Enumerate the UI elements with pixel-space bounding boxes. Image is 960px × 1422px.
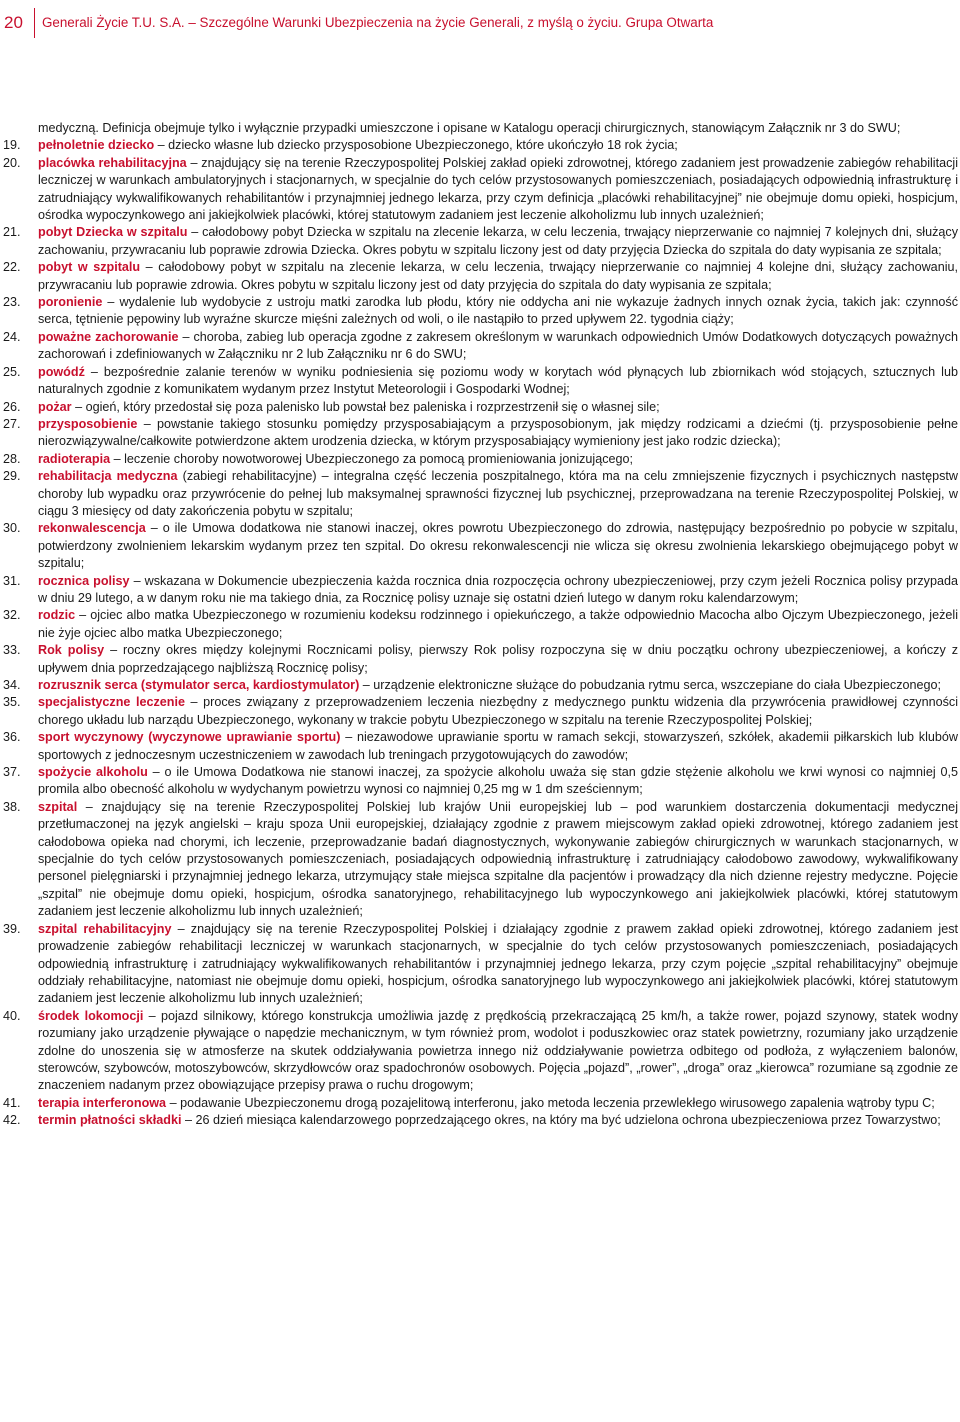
definition-number: 42. <box>3 1113 21 1128</box>
definition-item <box>3 642 958 677</box>
definition-text: – dziecko własne lub dziecko przysposobione Ubezpieczonego, które ukończyło 18 rok życia; <box>154 138 678 153</box>
definition-items <box>3 137 958 1129</box>
definition-term: termin płatności składki <box>38 1113 182 1128</box>
definition-text: – wydalenie lub wydobycie z ustroju matki zarodka lub płodu, który nie oddycha ani nie wykazuje żadnych innych oznak życia, takich jak: czynność serca, tętnienie pępowiny lub wyraźne skurcze mięśni zależnych od woli, o ile nastąpiło to przed upływem 22. tygodnia ciąży; <box>38 295 958 327</box>
definition-number: 35. <box>3 695 21 710</box>
definition-text: – całodobowy pobyt Dziecka w szpitalu na zlecenie lekarza, w celu leczenia, trwający nieprzerwanie co najmniej 7 kolejnych dni, służący zachowaniu, przywracaniu lub poprawie zdrowia Dziecka. Okres pobytu w szpitalu liczony jest od daty przyjęcia Dziecka do szpitala do daty wypisania ze szpitala; <box>38 225 959 257</box>
definition-number: 25. <box>3 364 21 379</box>
definition-number: 26. <box>3 399 21 414</box>
definitions-list <box>3 120 958 1130</box>
definition-item <box>3 137 958 154</box>
definition-item <box>3 155 958 225</box>
definition-text: – ogień, który przedostał się poza palenisko lub powstał bez paleniska i rozprzestrzenił się o własnej sile; <box>71 399 660 414</box>
definition-item <box>3 799 958 921</box>
definition-term: rocznica polisy <box>38 573 130 588</box>
definition-term: szpital rehabilitacyjny <box>38 921 172 936</box>
definition-text: – o ile Umowa Dodatkowa nie stanowi inaczej, za spożycie alkoholu uważa się stan gdzie stężenie alkoholu we krwi wynosi co najmniej 0,5 promila albo obecność alkoholu w wydychanym powietrzu wynosi co najmniej 0,25 mg w 1 dm sześciennym; <box>38 765 958 797</box>
definition-text: – 26 dzień miesiąca kalendarzowego poprzedzającego okres, na który ma być udzielona ochrona ubezpieczeniowa przez Towarzystwo; <box>181 1113 941 1128</box>
definition-number: 29. <box>3 469 21 484</box>
definition-text: – urządzenie elektroniczne służące do pobudzania rytmu serca, wszczepiane do ciała Ubezpieczonego; <box>359 678 942 692</box>
definition-term: terapia interferonowa <box>38 1095 167 1110</box>
definition-item <box>3 399 958 416</box>
definition-number: 41. <box>3 1095 21 1110</box>
definition-text: – niezawodowe uprawianie sportu w ramach sekcji, stowarzyszeń, szkółek, akademii piłkarskich lub klubów sportowych z jednoczesnym uczestniczeniem w zawodach lub treningach przygotowujących do zawodów; <box>38 730 959 762</box>
definition-number: 37. <box>3 765 21 780</box>
definition-text: (zabiegi rehabilitacyjne) – integralna część leczenia poszpitalnego, która ma na celu zmniejszenie fizycznych i psychicznych następstw choroby lub wypadku oraz przywrócenie do pełnej lub maksymalnej sprawności fizycznej lub psychicznej, przeprowadzana na terenie Rzeczypospolitej Polskiej, w ciągu 3 miesięcy od daty zakończenia pobytu w szpitalu; <box>38 469 958 518</box>
definition-text: – powstanie takiego stosunku pomiędzy przysposabiającym a przysposobionym, jak między rodzicami a dziećmi (tj. przysposobienie pełne nierozwiązywalne/całkowite potwierdzone aktem urodzenia dziecka, w którym przysposabiający wymieniony jest jako rodzic dziecka); <box>38 416 958 449</box>
definition-term: pobyt Dziecka w szpitalu <box>38 225 188 240</box>
definition-number: 32. <box>3 608 21 623</box>
definition-item <box>3 364 958 399</box>
definition-number: 20. <box>3 155 21 170</box>
header-divider <box>34 8 35 38</box>
definition-text: – leczenie choroby nowotworowej Ubezpieczonego za pomocą promieniowania jonizującego; <box>110 451 634 466</box>
definition-item <box>3 607 958 642</box>
definition-number: 38. <box>3 799 21 814</box>
definition-number: 27. <box>3 416 21 431</box>
definition-number: 30. <box>3 521 21 536</box>
definition-text: – proces związany z przeprowadzeniem leczenia niezbędny z medycznego punktu widzenia dla przywrócenia prawidłowej czynności chorego układu lub narządu Ubezpieczonego, wykonany w trakcie pobytu Ubezpieczonego w szpitalu na terenie Rzeczypospolitej Polskiej; <box>38 695 958 727</box>
definition-term: spożycie alkoholu <box>38 765 148 780</box>
definition-text: – wskazana w Dokumencie ubezpieczenia każda rocznica dnia rozpoczęcia ochrony ubezpieczeniowej, przy czym jeżeli Rocznica polisy przypada w dniu 29 lutego, a w danym roku nie ma takiego dnia, za Rocznicę polisy uznaje się ostatni dzień lutego w danym roku kalendarzowym; <box>38 573 958 605</box>
definition-term: specjalistyczne leczenie <box>38 695 185 710</box>
definition-text: – choroba, zabieg lub operacja zgodne z zakresem określonym w warunkach odpowiednich Umów Dodatkowych dotyczących poważnych zachorowań i zdefiniowanych w Załączniku nr 2 lub Załączniku nr 6 do SWU; <box>38 329 958 362</box>
definition-item <box>3 468 958 520</box>
definition-number: 33. <box>3 643 21 658</box>
definition-text: – ojciec albo matka Ubezpieczonego w rozumieniu kodeksu rodzinnego i opiekuńczego, a także odpowiednio Macocha albo Ojczym Ubezpieczonego, jeżeli nie żyje ojciec albo matka Ubezpieczonego; <box>38 608 958 640</box>
definition-number: 36. <box>3 730 21 745</box>
definition-number: 40. <box>3 1008 21 1023</box>
definition-number: 28. <box>3 451 21 466</box>
definition-term: pełnoletnie dziecko <box>38 138 155 153</box>
definition-item <box>3 520 958 572</box>
definition-number: 31. <box>3 573 21 588</box>
definition-number: 23. <box>3 295 21 310</box>
definition-item <box>3 1008 958 1095</box>
definition-item <box>3 329 958 364</box>
definition-term: placówka rehabilitacyjna <box>38 155 187 170</box>
definition-item <box>3 921 958 1008</box>
definition-term: przysposobienie <box>38 416 138 431</box>
definition-term: powódź <box>38 364 85 379</box>
definition-item <box>3 1095 958 1112</box>
definition-text: – roczny okres między kolejnymi Rocznicami polisy, pierwszy Rok polisy rozpoczyna się w dniu początku ochrony ubezpieczeniowej, a kończy z upływem dnia poprzedzającego najbliższą Rocznicę polisy; <box>38 643 958 675</box>
definition-item <box>3 729 958 764</box>
definition-text: – bezpośrednie zalanie terenów w wyniku podniesienia się poziomu wody w korytach wód płynących lub zbiornikach wód stojących, sztucznych lub naturalnych zgodnie z komunikatem wydanym przez Instytut Meteorologii i Gospodarki Wodnej; <box>38 364 958 397</box>
page-number: 20 <box>4 13 23 32</box>
definition-text: – o ile Umowa dodatkowa nie stanowi inaczej, okres powrotu Ubezpieczonego do zdrowia, następujący bezpośrednio po pobycie w szpitalu, potwierdzony zwolnieniem lekarskim wydanym przez ten szpital. Do okresu rekonwalescencji nie wlicza się okresu zwolnienia lekarskiego obejmującego pobyt w szpitalu; <box>38 521 958 571</box>
definition-number: 19. <box>3 138 21 153</box>
definition-term: rekonwalescencja <box>38 521 146 536</box>
definition-text: – znajdujący się na terenie Rzeczypospolitej Polskiej zakład opieki zdrowotnej, którego zadaniem jest prowadzenie zabiegów rehabilitacji leczniczej w warunkach ambulatoryjnych i stacjonarnych, w specjalnie do tych celów przystosowanych pomieszczeniach, posiadających odpowiednią infrastrukturę i zatrudniający wykwalifikowanych rehabilitantów i przynajmniej jednego lekarza, przy czym definicja „placówki rehabilitacyjnej” nie obejmuje domu opieki, hospicjum, ośrodka wypoczynkowego ani jakiejkolwiek placówki, której statutowym zadaniem jest leczenie alkoholizmu lub innych uzależnień; <box>38 155 958 223</box>
continuation-paragraph <box>3 120 958 137</box>
header-company: Generali Życie T.U. S.A. <box>42 15 185 30</box>
definition-term: sport wyczynowy (wyczynowe uprawianie sportu) <box>38 730 341 745</box>
definition-text: – całodobowy pobyt w szpitalu na zlecenie lekarza, w celu leczenia, trwający nieprzerwanie co najmniej 4 kolejne dni, służący zachowaniu, przywracaniu lub poprawie zdrowia. Okres pobytu w szpitalu liczony jest od daty przyjęcia do szpitala do daty wypisania ze szpitala; <box>38 260 958 292</box>
definition-item <box>3 764 958 799</box>
definition-term: pożar <box>38 399 72 414</box>
definition-number: 39. <box>3 921 21 936</box>
definition-text: – znajdujący się na terenie Rzeczypospolitej Polskiej i działający zgodnie z prawem zakład opieki zdrowotnej, którego zadaniem jest prowadzenie zabiegów rehabilitacji leczniczej w warunkach stacjonarnych, w specjalnie do tych celów przystosowanych pomieszczeniach, posiadających odpowiednią infrastrukturę i zatrudniający wykwalifikowanych rehabilitantów i przynajmniej jednego lekarza, przy czym pojęcie „szpital rehabilitacyjny” obejmuje oddziały rehabilitacyjne, natomiast nie obejmuje domu opieki, hospicjum, ośrodka sanatoryjnego lub wypoczynkowego ani jakiejkolwiek placówki, której statutowym zadaniem jest leczenie alkoholizmu lub innych uzależnień; <box>38 921 958 1006</box>
definition-text: – podawanie Ubezpieczonemu drogą pozajelitową interferonu, jako metoda leczenia przewlekłego wirusowego zapalenia wątroby typu C; <box>166 1095 935 1110</box>
definition-term: rozrusznik serca (stymulator serca, kardiostymulator) <box>38 678 360 692</box>
definition-number: 21. <box>3 225 21 240</box>
definition-term: poważne zachorowanie <box>38 329 179 344</box>
definition-term: poronienie <box>38 295 103 310</box>
definition-term: radioterapia <box>38 451 111 466</box>
definition-item <box>3 294 958 329</box>
definition-text: – pojazd silnikowy, którego konstrukcja umożliwia jazdę z prędkością przekraczającą 25 km/h, a także rower, pojazd szynowy, statek wodny rozumiany jako urządzenie pływające o napędzie mechanicznym, w tym również prom, wodolot i poduszkowiec oraz statek powietrzny, rozumiany jako urządzenie zdolne do unoszenia się w atmosferze na skutek oddziaływania powietrza innego niż oddziaływanie powietrza odbitego od podłoża, z wyłączeniem balonów, sterowców, szybowców, motoszybowców, skrzydłowców oraz spadochronów osobowych. Pojęcia „pojazd”, „rower”, „droga” oraz „kierowca” rozumiane są zgodnie ze znaczeniem nadanym przez obowiązujące przepisy prawa o ruchu drogowym; <box>38 1008 958 1093</box>
definition-number: 22. <box>3 260 21 275</box>
definition-term: szpital <box>38 799 78 814</box>
definition-item <box>3 451 958 468</box>
definition-item <box>3 224 958 259</box>
definition-number: 24. <box>3 329 21 344</box>
definition-term: rodzic <box>38 608 76 623</box>
definition-item <box>3 416 958 451</box>
definition-item <box>3 677 958 694</box>
header-document: – Szczególne Warunki Ubezpieczenia na życie Generali, z myślą o życiu. Grupa Otwarta <box>188 15 714 30</box>
definition-text: – znajdujący się na terenie Rzeczypospolitej Polskiej lub krajów Unii europejskiej lub – pod warunkiem dostarczenia dokumentacji medycznej przetłumaczonej na język angielski – kraju spoza Unii europejskiej, działający zgodnie z prawem miejscowym zakład opieki zdrowotnej, którego zadaniem jest całodobowa opieka nad chorymi, ich leczenie, przeprowadzanie badań diagnostycznych, wykonywanie zabiegów chirurgicznych w warunkach stacjonarnych, w specjalnie do tych celów przystosowanych pomieszczeniach, posiadających odpowiednią infrastrukturę i zatrudniający całodobowo zawodowy, wykwalifikowany personel pielęgniarski i przynajmniej jednego lekarza, utrzymujący stałe miejsca szpitalne dla pacjentów i prowadzący dla nich dzienne rejestry medyczne. Pojęcie „szpital” nie obejmuje domu opieki, hospicjum, ośrodka sanatoryjnego, rehabilitacyjnego lub wypoczynkowego ani jakiejkolwiek placówki, której statutowym zadaniem jest leczenie alkoholizmu lub innych uzależnień; <box>38 799 958 919</box>
definition-item <box>3 259 958 294</box>
continuation-text: medyczną. Definicja obejmuje tylko i wyłącznie przypadki umieszczone i opisane w Katalogu operacji chirurgicznych, stanowiącym Załącznik nr 3 do SWU; <box>38 121 901 135</box>
definition-term: środek lokomocji <box>38 1008 144 1023</box>
page-header <box>0 0 960 52</box>
definition-number: 34. <box>3 678 21 692</box>
definition-term: pobyt w szpitalu <box>38 260 141 275</box>
definition-item <box>3 573 958 608</box>
definition-term: rehabilitacja medyczna <box>38 469 178 484</box>
definition-item <box>3 1112 958 1129</box>
header-title <box>42 15 713 30</box>
definition-term: Rok polisy <box>38 643 105 658</box>
definition-item <box>3 694 958 729</box>
